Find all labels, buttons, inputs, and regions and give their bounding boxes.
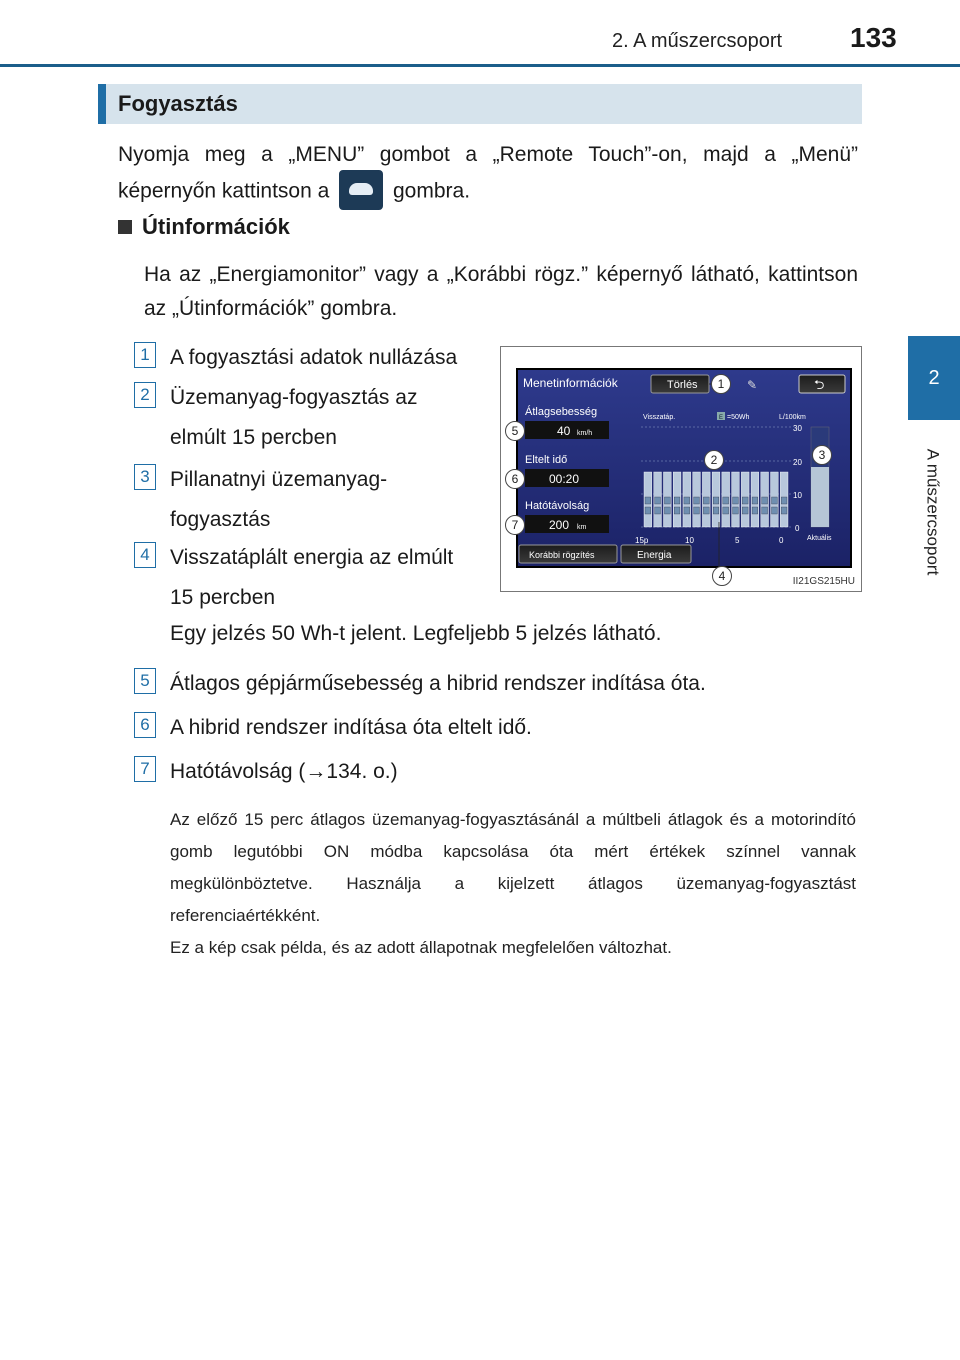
current-gauge-fill xyxy=(811,467,829,527)
item-4-note: Egy jelzés 50 Wh-t jelent. Legfeljebb 5 jelzés látható. xyxy=(170,622,662,645)
figure-code: II21GS215HU xyxy=(792,576,855,587)
page-number: 133 xyxy=(850,22,897,53)
regen-icon xyxy=(742,497,748,504)
regen-icon xyxy=(703,497,709,504)
regen-icon xyxy=(762,507,768,514)
regen-label: Visszatáp. xyxy=(643,414,676,421)
list-item-3 xyxy=(134,460,470,540)
avg-speed-value: 40 xyxy=(557,424,571,438)
x-tick-5: 5 xyxy=(735,536,740,545)
regen-icon xyxy=(752,497,758,504)
regen-icon xyxy=(655,497,661,504)
item-number: 6 xyxy=(134,712,156,738)
regen-icon xyxy=(772,507,778,514)
callout-2: 2 xyxy=(704,450,724,470)
small-note-2: Ez a kép csak példa, és az adott állapotnak megfelelően változhat. xyxy=(170,938,672,957)
y-tick-10: 10 xyxy=(793,491,802,500)
elapsed-value: 00:20 xyxy=(549,472,580,486)
trip-info-screen xyxy=(501,347,863,593)
screen-background xyxy=(517,369,851,567)
subheading-bullet xyxy=(118,220,132,234)
callout-6: 6 xyxy=(505,469,525,489)
regen-icon xyxy=(645,497,651,504)
regen-legend: =50Wh xyxy=(727,414,750,421)
intro-after-icon: gombra. xyxy=(393,179,471,203)
list-item-5 xyxy=(134,664,870,704)
regen-icon xyxy=(742,507,748,514)
list-item-4 xyxy=(134,538,480,618)
item-number: 5 xyxy=(134,668,156,694)
item-text: A fogyasztási adatok nullázása xyxy=(170,346,458,369)
regen-icon xyxy=(723,497,729,504)
range-unit: km xyxy=(577,524,587,531)
list-item-1 xyxy=(134,338,510,378)
item-text: A hibrid rendszer indítása óta eltelt idő. xyxy=(170,716,532,739)
unit-label: L/100km xyxy=(779,414,806,421)
list-item-2 xyxy=(134,378,470,458)
callout-1: 1 xyxy=(711,374,731,394)
regen-icon xyxy=(684,497,690,504)
regen-icon xyxy=(674,507,680,514)
car-icon xyxy=(339,170,383,210)
energy-button-label: Energia xyxy=(637,550,672,561)
regen-icon xyxy=(781,497,787,504)
range-value: 200 xyxy=(549,518,570,532)
callout-7: 7 xyxy=(505,515,525,535)
screen-title: Menetinformációk xyxy=(523,376,618,390)
section-title: Fogyasztás xyxy=(98,84,862,124)
regen-icon xyxy=(713,507,719,514)
list-item-7 xyxy=(134,752,870,792)
regen-icon xyxy=(762,497,768,504)
subheading xyxy=(118,214,290,240)
x-tick-15p: 15p xyxy=(635,536,649,545)
back-arrow-icon: ⮌ xyxy=(814,377,825,392)
regen-icon xyxy=(752,507,758,514)
regen-icon xyxy=(781,507,787,514)
regen-icon xyxy=(733,507,739,514)
reset-button-label: Törlés xyxy=(667,379,698,391)
y-tick-0: 0 xyxy=(795,524,800,533)
item-text: Hatótávolság (→134. o.) xyxy=(170,760,398,783)
item-number: 1 xyxy=(134,342,156,368)
item-text: Üzemanyag-fogyasztás az elmúlt 15 percben xyxy=(170,386,418,449)
regen-icon xyxy=(713,497,719,504)
regen-icon xyxy=(645,507,651,514)
regen-icon xyxy=(664,507,670,514)
item-text: Visszatáplált energia az elmúlt 15 percben xyxy=(170,546,454,609)
mute-icon: ✎ xyxy=(747,378,758,392)
avg-speed-unit: km/h xyxy=(577,430,593,437)
regen-icon xyxy=(703,507,709,514)
avg-speed-label: Átlagsebesség xyxy=(525,406,598,418)
chapter-side-label-text: A műszercsoport xyxy=(923,448,943,576)
callout-5: 5 xyxy=(505,421,525,441)
regen-icon xyxy=(772,497,778,504)
regen-icon xyxy=(684,507,690,514)
y-tick-30: 30 xyxy=(793,424,802,433)
item-number: 2 xyxy=(134,382,156,408)
x-tick-0: 0 xyxy=(779,536,784,545)
item-text: Pillanatnyi üzemanyag-fogyasztás xyxy=(170,468,388,531)
regen-icon xyxy=(674,497,680,504)
item-text: Átlagos gépjárműsebesség a hibrid rendszer indítása óta. xyxy=(170,672,706,695)
header-chapter: 2. A műszercsoport xyxy=(612,30,783,52)
subheading-paragraph: Ha az „Energiamonitor” vagy a „Korábbi rögz.” képernyő látható, kattintson az „Útinformációk” gombra. xyxy=(144,263,858,320)
regen-icon xyxy=(694,497,700,504)
callout-3: 3 xyxy=(812,445,832,465)
regen-icon xyxy=(655,507,661,514)
regen-icon xyxy=(694,507,700,514)
elapsed-label: Eltelt idő xyxy=(525,454,568,466)
small-note-1: Az előző 15 perc átlagos üzemanyag-fogyasztásánál a múltbeli átlagok és a motorindító gomb legutóbbi ON módba kapcsolása óta mért értékek színnel vannak megkülönböztetve. Használja a kijelzett átlagos üzemanyag-fogyasztást referenciaértékként. xyxy=(170,810,856,925)
list-item-6 xyxy=(134,708,870,748)
item-number: 7 xyxy=(134,756,156,782)
regen-icon xyxy=(733,497,739,504)
regen-legend-icon-letter: E xyxy=(719,415,724,421)
item-number: 4 xyxy=(134,542,156,568)
subheading-text: Útinformációk xyxy=(142,214,290,239)
intro-paragraph xyxy=(118,138,858,212)
y-tick-20: 20 xyxy=(793,458,802,467)
header-rule xyxy=(0,64,960,67)
callout-4: 4 xyxy=(712,566,732,586)
item-number: 3 xyxy=(134,464,156,490)
trip-info-figure xyxy=(500,346,862,592)
regen-icon xyxy=(664,497,670,504)
range-label: Hatótávolság xyxy=(525,500,590,512)
chapter-side-label xyxy=(912,432,952,592)
history-button-label: Korábbi rögzítés xyxy=(529,550,595,560)
x-tick-10: 10 xyxy=(685,536,694,545)
intro-before-icon: Nyomja meg a „MENU” gombot a „Remote Touch”-on, majd a „Menü” képernyőn kattintson a xyxy=(118,143,858,203)
regen-icon xyxy=(723,507,729,514)
chapter-tab: 2 xyxy=(908,336,960,420)
current-label: Aktuális xyxy=(807,535,832,542)
